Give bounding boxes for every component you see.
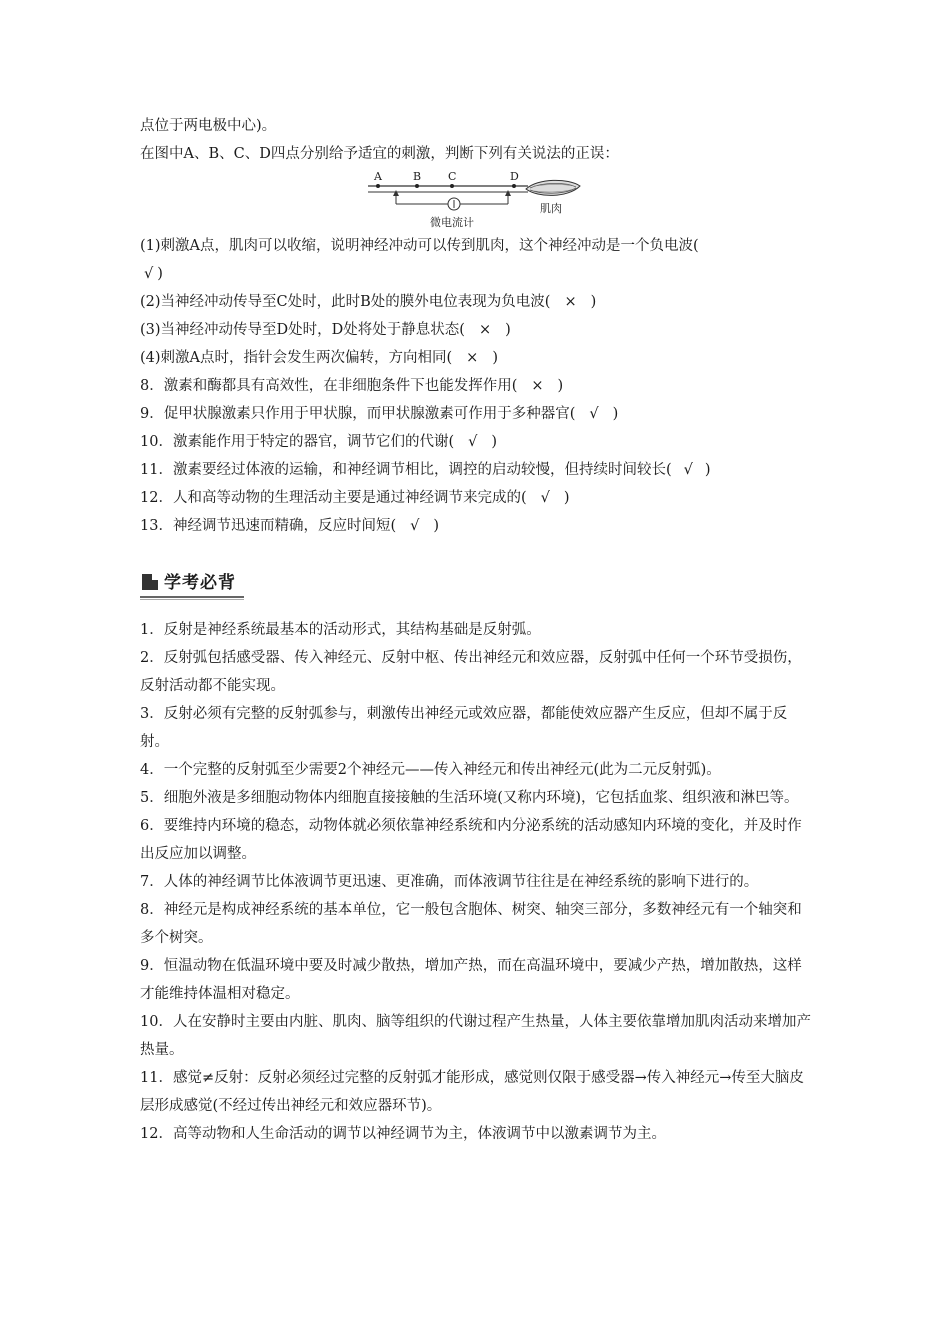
item-answer: × bbox=[564, 294, 577, 310]
item-close: ) bbox=[505, 322, 511, 338]
fact-item: 5．细胞外液是多细胞动物体内细胞直接接触的生活环境(又称内环境)，它包括血浆、组织液和淋巴等。 bbox=[140, 790, 799, 806]
judgement-item bbox=[140, 316, 820, 344]
fact-item: 7．人体的神经调节比体液调节更迅速、更准确，而体液调节往往是在神经系统的影响下进行的。 bbox=[140, 874, 759, 890]
nerve-muscle-figure bbox=[140, 168, 820, 232]
item-answer: × bbox=[478, 322, 492, 338]
item-text: (2)当神经冲动传导至C处时，此时B处的膜外电位表现为负电波( bbox=[140, 294, 551, 310]
muscle-icon bbox=[526, 180, 580, 195]
item-close: ) bbox=[433, 518, 440, 534]
muscle-label: 肌肉 bbox=[540, 202, 562, 215]
fact-item: 4．一个完整的反射弧至少需要2个神经元——传入神经元和传出神经元(此为二元反射弧)。 bbox=[140, 762, 721, 778]
fact-item: 2．反射弧包括感受器、传入神经元、反射中枢、传出神经元和效应器，反射弧中任何一个环节受损伤，反射活动都不能实现。 bbox=[140, 650, 802, 694]
fact-item: 6．要维持内环境的稳态，动物体就必须依靠神经系统和内分泌系统的活动感知内环境的变化，并及时作出反应加以调整。 bbox=[140, 818, 802, 862]
item-close: ) bbox=[563, 490, 570, 506]
item-close: ) bbox=[492, 350, 498, 366]
item-text: (1)刺激A点，肌肉可以收缩，说明神经冲动可以传到肌肉，这个神经冲动是一个负电波( bbox=[140, 238, 699, 254]
nerve-diagram bbox=[368, 168, 608, 232]
meter-label: 微电流计 bbox=[430, 216, 474, 229]
item-text: 9．促甲状腺激素只作用于甲状腺，而甲状腺激素可作用于多种器官( bbox=[140, 406, 576, 422]
item-answer: √ bbox=[540, 490, 550, 506]
judgement-item bbox=[140, 428, 820, 456]
item-answer: √ bbox=[144, 266, 154, 282]
item-text: 10．激素能作用于特定的器官，调节它们的代谢( bbox=[140, 434, 455, 450]
judgement-item bbox=[140, 288, 820, 316]
document-page bbox=[140, 112, 820, 1148]
intro-line-2: 在图中A、B、C、D四点分别给予适宜的刺激，判断下列有关说法的正误： bbox=[140, 146, 619, 162]
item-close: ) bbox=[704, 462, 711, 478]
intro-line-1: 点位于两电极中心)。 bbox=[140, 118, 277, 134]
fact-item: 8．神经元是构成神经系统的基本单位，它一般包含胞体、树突、轴突三部分，多数神经元有一个轴突和多个树突。 bbox=[140, 902, 802, 946]
item-close: ) bbox=[590, 294, 597, 310]
item-close: ) bbox=[491, 434, 498, 450]
item-answer: √ bbox=[683, 462, 693, 478]
item-answer: × bbox=[531, 378, 544, 394]
item-answer: √ bbox=[410, 518, 420, 534]
item-text: 11．激素要经过体液的运输，和神经调节相比，调控的启动较慢，但持续时间较长( bbox=[140, 462, 672, 478]
section-underline-thin bbox=[140, 599, 244, 600]
point-label-a: A bbox=[374, 170, 382, 183]
item-text: (4)刺激A点时，指针会发生两次偏转，方向相同( bbox=[140, 350, 453, 366]
judgement-item bbox=[140, 400, 820, 428]
judgement-item bbox=[140, 372, 820, 400]
judgement-item bbox=[140, 232, 820, 288]
point-label-c: C bbox=[448, 170, 457, 183]
item-text: 8．激素和酶都具有高效性，在非细胞条件下也能发挥作用( bbox=[140, 378, 518, 394]
fact-item: 9．恒温动物在低温环境中要及时减少散热，增加产热，而在高温环境中，要减少产热，增加散热，这样才能维持体温相对稳定。 bbox=[140, 958, 802, 1002]
item-answer: √ bbox=[589, 406, 599, 422]
fact-item: 11．感觉≠反射：反射必须经过完整的反射弧才能形成，感觉则仅限于感受器→传入神经元→传至大脑皮层形成感觉(不经过传出神经元和效应器环节)。 bbox=[140, 1070, 804, 1114]
point-label-b: B bbox=[413, 170, 422, 183]
judgement-item bbox=[140, 344, 820, 372]
section-header bbox=[140, 566, 820, 600]
item-close: ) bbox=[612, 406, 619, 422]
item-answer: √ bbox=[468, 434, 478, 450]
point-label-d: D bbox=[510, 170, 519, 183]
item-close: ) bbox=[557, 378, 564, 394]
judgement-item bbox=[140, 456, 820, 484]
judgement-item bbox=[140, 484, 820, 512]
section-marker-icon bbox=[142, 574, 158, 590]
item-close: ) bbox=[157, 266, 163, 282]
judgement-item bbox=[140, 512, 820, 540]
item-text: 12．人和高等动物的生理活动主要是通过神经调节来完成的( bbox=[140, 490, 527, 506]
section-underline bbox=[140, 596, 244, 598]
section-title: 学考必背 bbox=[164, 573, 236, 593]
fact-item: 1．反射是神经系统最基本的活动形式，其结构基础是反射弧。 bbox=[140, 622, 541, 638]
item-text: 13．神经调节迅速而精确，反应时间短( bbox=[140, 518, 397, 534]
item-text: (3)当神经冲动传导至D处时，D处将处于静息状态( bbox=[140, 322, 465, 338]
item-answer: × bbox=[466, 350, 479, 366]
fact-item: 12．高等动物和人生命活动的调节以神经调节为主，体液调节中以激素调节为主。 bbox=[140, 1126, 666, 1142]
fact-item: 3．反射必须有完整的反射弧参与，刺激传出神经元或效应器，都能使效应器产生反应，但却不属于反射。 bbox=[140, 706, 788, 750]
fact-item: 10．人在安静时主要由内脏、肌肉、脑等组织的代谢过程产生热量，人体主要依靠增加肌肉活动来增加产热量。 bbox=[140, 1014, 811, 1058]
